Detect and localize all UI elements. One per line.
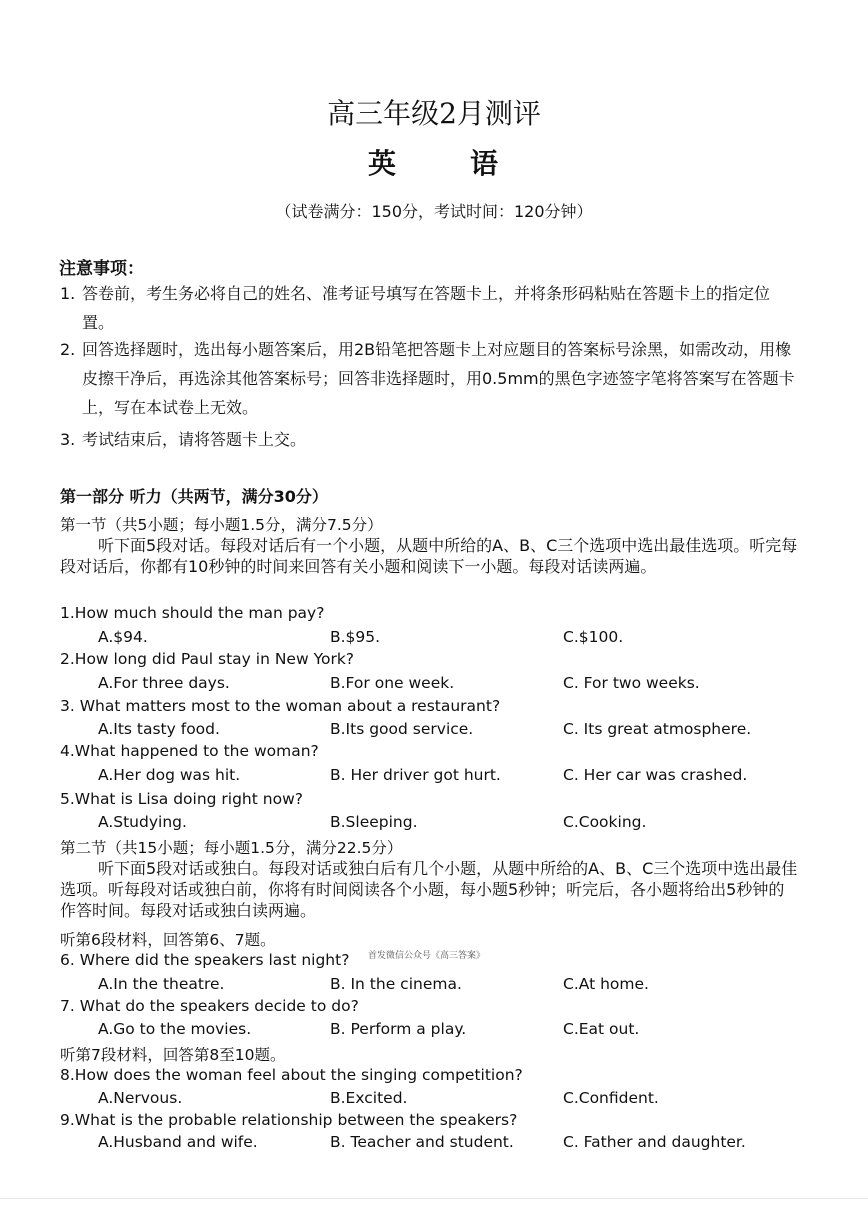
section1-instructions: 听下面5段对话。每段对话后有一个小题，从题中所给的A、B、C三个选项中选出最佳选项。听完每段对话后，你都有10秒钟的时间来回答有关小题和阅读下一小题。每段对话读两遍。: [60, 536, 798, 576]
option-c: C.Cooking.: [563, 813, 647, 831]
option-b: B.Its good service.: [330, 720, 474, 738]
notice-item: [60, 335, 800, 422]
question-3: 3. What matters most to the woman about a restaurant?: [60, 697, 501, 715]
question-5: 5.What is Lisa doing right now?: [60, 790, 303, 808]
question-1: 1.How much should the man pay?: [60, 604, 325, 622]
notice-item-text: 回答选择题时，选出每小题答案后，用2B铅笔把答题卡上对应题目的答案标号涂黑，如需改动，用橡皮擦干净后，再选涂其他答案标号；回答非选择题时，用0.5mm的黑色字迹签字笔将答案写在答题卡上，写在本试卷上无效。: [82, 340, 795, 417]
option-b: B.Excited.: [330, 1089, 408, 1107]
notice-item-number: 1.: [60, 284, 76, 303]
option-b: B. Teacher and student.: [330, 1133, 514, 1151]
option-a: A.Her dog was hit.: [98, 766, 241, 784]
notice-item: [60, 279, 800, 337]
option-c: C.Eat out.: [563, 1020, 640, 1038]
section2-heading: 第二节（共15小题；每小题1.5分，满分22.5分）: [60, 839, 403, 857]
option-b: B.For one week.: [330, 674, 455, 692]
notice-item-text: 考试结束后，请将答题卡上交。: [82, 430, 307, 449]
option-b: B.Sleeping.: [330, 813, 418, 831]
option-a: A.Its tasty food.: [98, 720, 220, 738]
option-b: B. Perform a play.: [330, 1020, 467, 1038]
material-6-heading: 听第6段材料，回答第6、7题。: [60, 931, 276, 949]
section1-heading: 第一节（共5小题；每小题1.5分，满分7.5分）: [60, 516, 383, 534]
exam-info: （试卷满分：150分，考试时间：120分钟）: [275, 202, 593, 221]
option-c: C.At home.: [563, 975, 649, 993]
question-2: 2.How long did Paul stay in New York?: [60, 650, 355, 668]
notice-item-text: 答卷前，考生务必将自己的姓名、准考证号填写在答题卡上，并将条形码粘贴在答题卡上的指定位置。: [82, 284, 771, 332]
option-a: A.Nervous.: [98, 1089, 183, 1107]
subject-title: [0, 142, 868, 182]
question-7: 7. What do the speakers decide to do?: [60, 997, 359, 1015]
option-c: C.$100.: [563, 628, 624, 646]
subject-char-1: 英: [367, 147, 398, 180]
option-a: A.For three days.: [98, 674, 230, 692]
part1-heading: 第一部分 听力（共两节，满分30分）: [60, 487, 328, 506]
option-a: A.Go to the movies.: [98, 1020, 252, 1038]
question-9: 9.What is the probable relationship between the speakers?: [60, 1111, 518, 1129]
option-a: A.Studying.: [98, 813, 187, 831]
page-bottom-divider: [0, 1198, 868, 1199]
material-7-heading: 听第7段材料，回答第8至10题。: [60, 1046, 286, 1064]
notice-item-number: 3.: [60, 430, 76, 449]
option-c: C. For two weeks.: [563, 674, 700, 692]
option-b: B.$95.: [330, 628, 381, 646]
notice-item: [60, 425, 800, 454]
notice-heading: 注意事项：: [59, 259, 144, 279]
option-c: C.Confident.: [563, 1089, 659, 1107]
section2-instructions: 听下面5段对话或独白。每段对话或独白后有几个小题，从题中所给的A、B、C三个选项中选出最佳选项。听每段对话或独白前，你将有时间阅读各个小题，每小题5秒钟；听完后，各小题将给出5秒钟的作答时间。每段对话或独白读两遍。: [60, 859, 798, 920]
exam-title: 高三年级2月测评: [327, 97, 541, 130]
option-c: C. Its great atmosphere.: [563, 720, 752, 738]
option-a: A.In the theatre.: [98, 975, 225, 993]
watermark: 首发微信公众号《高三答案》: [368, 951, 486, 961]
subject-char-2: 语: [470, 147, 501, 180]
question-4: 4.What happened to the woman?: [60, 742, 319, 760]
option-b: B. Her driver got hurt.: [330, 766, 501, 784]
option-a: A.Husband and wife.: [98, 1133, 258, 1151]
option-c: C. Her car was crashed.: [563, 766, 748, 784]
notice-item-number: 2.: [60, 340, 76, 359]
option-b: B. In the cinema.: [330, 975, 462, 993]
option-a: A.$94.: [98, 628, 148, 646]
question-8: 8.How does the woman feel about the singing competition?: [60, 1066, 523, 1084]
option-c: C. Father and daughter.: [563, 1133, 746, 1151]
question-6: 6. Where did the speakers last night?: [60, 951, 350, 969]
